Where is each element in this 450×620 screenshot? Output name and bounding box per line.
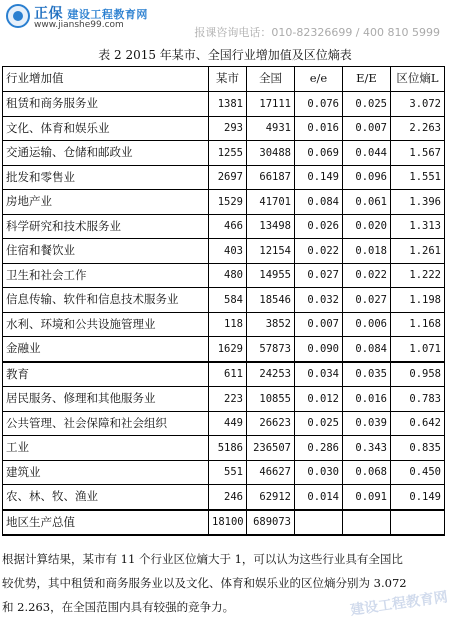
nation-share: 0.025 [343, 92, 391, 117]
nation-value: 4931 [247, 116, 295, 141]
city-value: 246 [209, 485, 247, 510]
location-quotient [391, 510, 445, 536]
table-row [3, 460, 445, 485]
header-nation-share: E/E [343, 67, 391, 92]
nation-value: 18546 [247, 288, 295, 313]
nation-value: 66187 [247, 165, 295, 190]
location-quotient: 1.222 [391, 263, 445, 288]
city-value: 403 [209, 239, 247, 264]
industry-name: 交通运输、仓储和邮政业 [3, 141, 209, 166]
location-quotient: 1.198 [391, 288, 445, 313]
table-row [3, 362, 445, 387]
city-value: 5186 [209, 436, 247, 461]
nation-share: 0.006 [343, 312, 391, 337]
city-value: 118 [209, 312, 247, 337]
nation-value: 24253 [247, 362, 295, 387]
industry-name: 批发和零售业 [3, 165, 209, 190]
nation-value: 689073 [247, 510, 295, 536]
nation-share [343, 510, 391, 536]
city-value: 449 [209, 411, 247, 436]
city-value: 1529 [209, 190, 247, 215]
watermark: 建设工程教育网 [349, 589, 449, 619]
nation-value: 12154 [247, 239, 295, 264]
header-city: 某市 [209, 67, 247, 92]
nation-value: 236507 [247, 436, 295, 461]
nation-value: 14955 [247, 263, 295, 288]
city-share: 0.016 [295, 116, 343, 141]
header-nation: 全国 [247, 67, 295, 92]
city-value: 611 [209, 362, 247, 387]
city-value: 2697 [209, 165, 247, 190]
industry-name: 租赁和商务服务业 [3, 92, 209, 117]
brand-name: 正保 [34, 6, 63, 22]
city-share: 0.007 [295, 312, 343, 337]
table-row [3, 411, 445, 436]
location-quotient: 0.642 [391, 411, 445, 436]
city-value: 584 [209, 288, 247, 313]
industry-name: 建筑业 [3, 460, 209, 485]
nation-share: 0.007 [343, 116, 391, 141]
city-value: 1629 [209, 337, 247, 362]
city-value: 18100 [209, 510, 247, 536]
nation-share: 0.027 [343, 288, 391, 313]
location-quotient: 3.072 [391, 92, 445, 117]
table-row [3, 485, 445, 510]
logo-icon [6, 4, 30, 28]
table-row [3, 239, 445, 264]
table-caption: 表 2 2015 年某市、全国行业增加值及区位熵表 [98, 48, 352, 62]
table-row [3, 116, 445, 141]
industry-name: 水利、环境和公共设施管理业 [3, 312, 209, 337]
table-total-row [3, 510, 445, 536]
city-share: 0.149 [295, 165, 343, 190]
nation-value: 41701 [247, 190, 295, 215]
city-share: 0.032 [295, 288, 343, 313]
city-share: 0.076 [295, 92, 343, 117]
nation-share: 0.096 [343, 165, 391, 190]
city-share [295, 510, 343, 536]
location-quotient: 0.835 [391, 436, 445, 461]
city-value: 223 [209, 387, 247, 412]
city-share: 0.030 [295, 460, 343, 485]
industry-name: 地区生产总值 [3, 510, 209, 536]
city-share: 0.014 [295, 485, 343, 510]
table-row [3, 337, 445, 362]
city-share: 0.026 [295, 214, 343, 239]
nation-share: 0.068 [343, 460, 391, 485]
city-value: 1255 [209, 141, 247, 166]
city-share: 0.069 [295, 141, 343, 166]
nation-share: 0.044 [343, 141, 391, 166]
industry-name: 教育 [3, 362, 209, 387]
site-name: 建设工程教育网 [67, 8, 148, 21]
nation-value: 46627 [247, 460, 295, 485]
city-share: 0.084 [295, 190, 343, 215]
nation-share: 0.020 [343, 214, 391, 239]
industry-name: 农、林、牧、渔业 [3, 485, 209, 510]
nation-share: 0.061 [343, 190, 391, 215]
city-value: 551 [209, 460, 247, 485]
city-value: 1381 [209, 92, 247, 117]
nation-share: 0.016 [343, 387, 391, 412]
location-quotient: 1.071 [391, 337, 445, 362]
table-row [3, 214, 445, 239]
city-value: 466 [209, 214, 247, 239]
nation-share: 0.343 [343, 436, 391, 461]
location-quotient: 1.261 [391, 239, 445, 264]
city-share: 0.027 [295, 263, 343, 288]
table-row [3, 436, 445, 461]
note-line: 根据计算结果，某市有 11 个行业区位熵大于 1，可以认为这些行业具有全国比 [2, 552, 403, 566]
nation-value: 10855 [247, 387, 295, 412]
industry-name: 文化、体育和娱乐业 [3, 116, 209, 141]
city-value: 480 [209, 263, 247, 288]
location-quotient: 1.551 [391, 165, 445, 190]
location-quotient: 1.567 [391, 141, 445, 166]
industry-name: 公共管理、社会保障和社会组织 [3, 411, 209, 436]
location-quotient: 0.958 [391, 362, 445, 387]
table-row [3, 141, 445, 166]
table-row [3, 387, 445, 412]
site-url[interactable]: www.jianshe99.com [34, 20, 124, 30]
city-share: 0.022 [295, 239, 343, 264]
industry-name: 信息传输、软件和信息技术服务业 [3, 288, 209, 313]
nation-share: 0.035 [343, 362, 391, 387]
industry-name: 居民服务、修理和其他服务业 [3, 387, 209, 412]
nation-share: 0.084 [343, 337, 391, 362]
table-row [3, 312, 445, 337]
site-header [0, 0, 450, 44]
industry-name: 卫生和社会工作 [3, 263, 209, 288]
city-value: 293 [209, 116, 247, 141]
table-row [3, 288, 445, 313]
nation-value: 62912 [247, 485, 295, 510]
city-share: 0.286 [295, 436, 343, 461]
nation-value: 17111 [247, 92, 295, 117]
location-quotient: 2.263 [391, 116, 445, 141]
industry-name: 金融业 [3, 337, 209, 362]
nation-share: 0.022 [343, 263, 391, 288]
note-line: 和 2.263，在全国范围内具有较强的竞争力。 [2, 600, 235, 614]
header-location-quotient: 区位熵L [391, 67, 445, 92]
location-quotient: 0.450 [391, 460, 445, 485]
nation-value: 30488 [247, 141, 295, 166]
table-row [3, 92, 445, 117]
location-quotient: 1.168 [391, 312, 445, 337]
industry-name: 科学研究和技术服务业 [3, 214, 209, 239]
header-city-share: e/e [295, 67, 343, 92]
location-quotient: 1.396 [391, 190, 445, 215]
industry-name: 房地产业 [3, 190, 209, 215]
table-row [3, 263, 445, 288]
city-share: 0.025 [295, 411, 343, 436]
nation-value: 13498 [247, 214, 295, 239]
note-line: 较优势，其中租赁和商务服务业以及文化、体育和娱乐业的区位熵分别为 3.072 [2, 576, 407, 590]
location-quotient: 0.783 [391, 387, 445, 412]
location-quotient-table [2, 66, 445, 536]
nation-value: 57873 [247, 337, 295, 362]
table-row [3, 190, 445, 215]
nation-value: 26623 [247, 411, 295, 436]
nation-value: 3852 [247, 312, 295, 337]
nation-share: 0.091 [343, 485, 391, 510]
city-share: 0.034 [295, 362, 343, 387]
location-quotient: 1.313 [391, 214, 445, 239]
city-share: 0.090 [295, 337, 343, 362]
hotline-text: 报课咨询电话：010-82326699 / 400 810 5999 [194, 26, 440, 39]
header-industry: 行业增加值 [3, 67, 209, 92]
table-row [3, 165, 445, 190]
city-share: 0.012 [295, 387, 343, 412]
industry-name: 住宿和餐饮业 [3, 239, 209, 264]
table-header-row [3, 67, 445, 92]
nation-share: 0.018 [343, 239, 391, 264]
industry-name: 工业 [3, 436, 209, 461]
nation-share: 0.039 [343, 411, 391, 436]
location-quotient: 0.149 [391, 485, 445, 510]
